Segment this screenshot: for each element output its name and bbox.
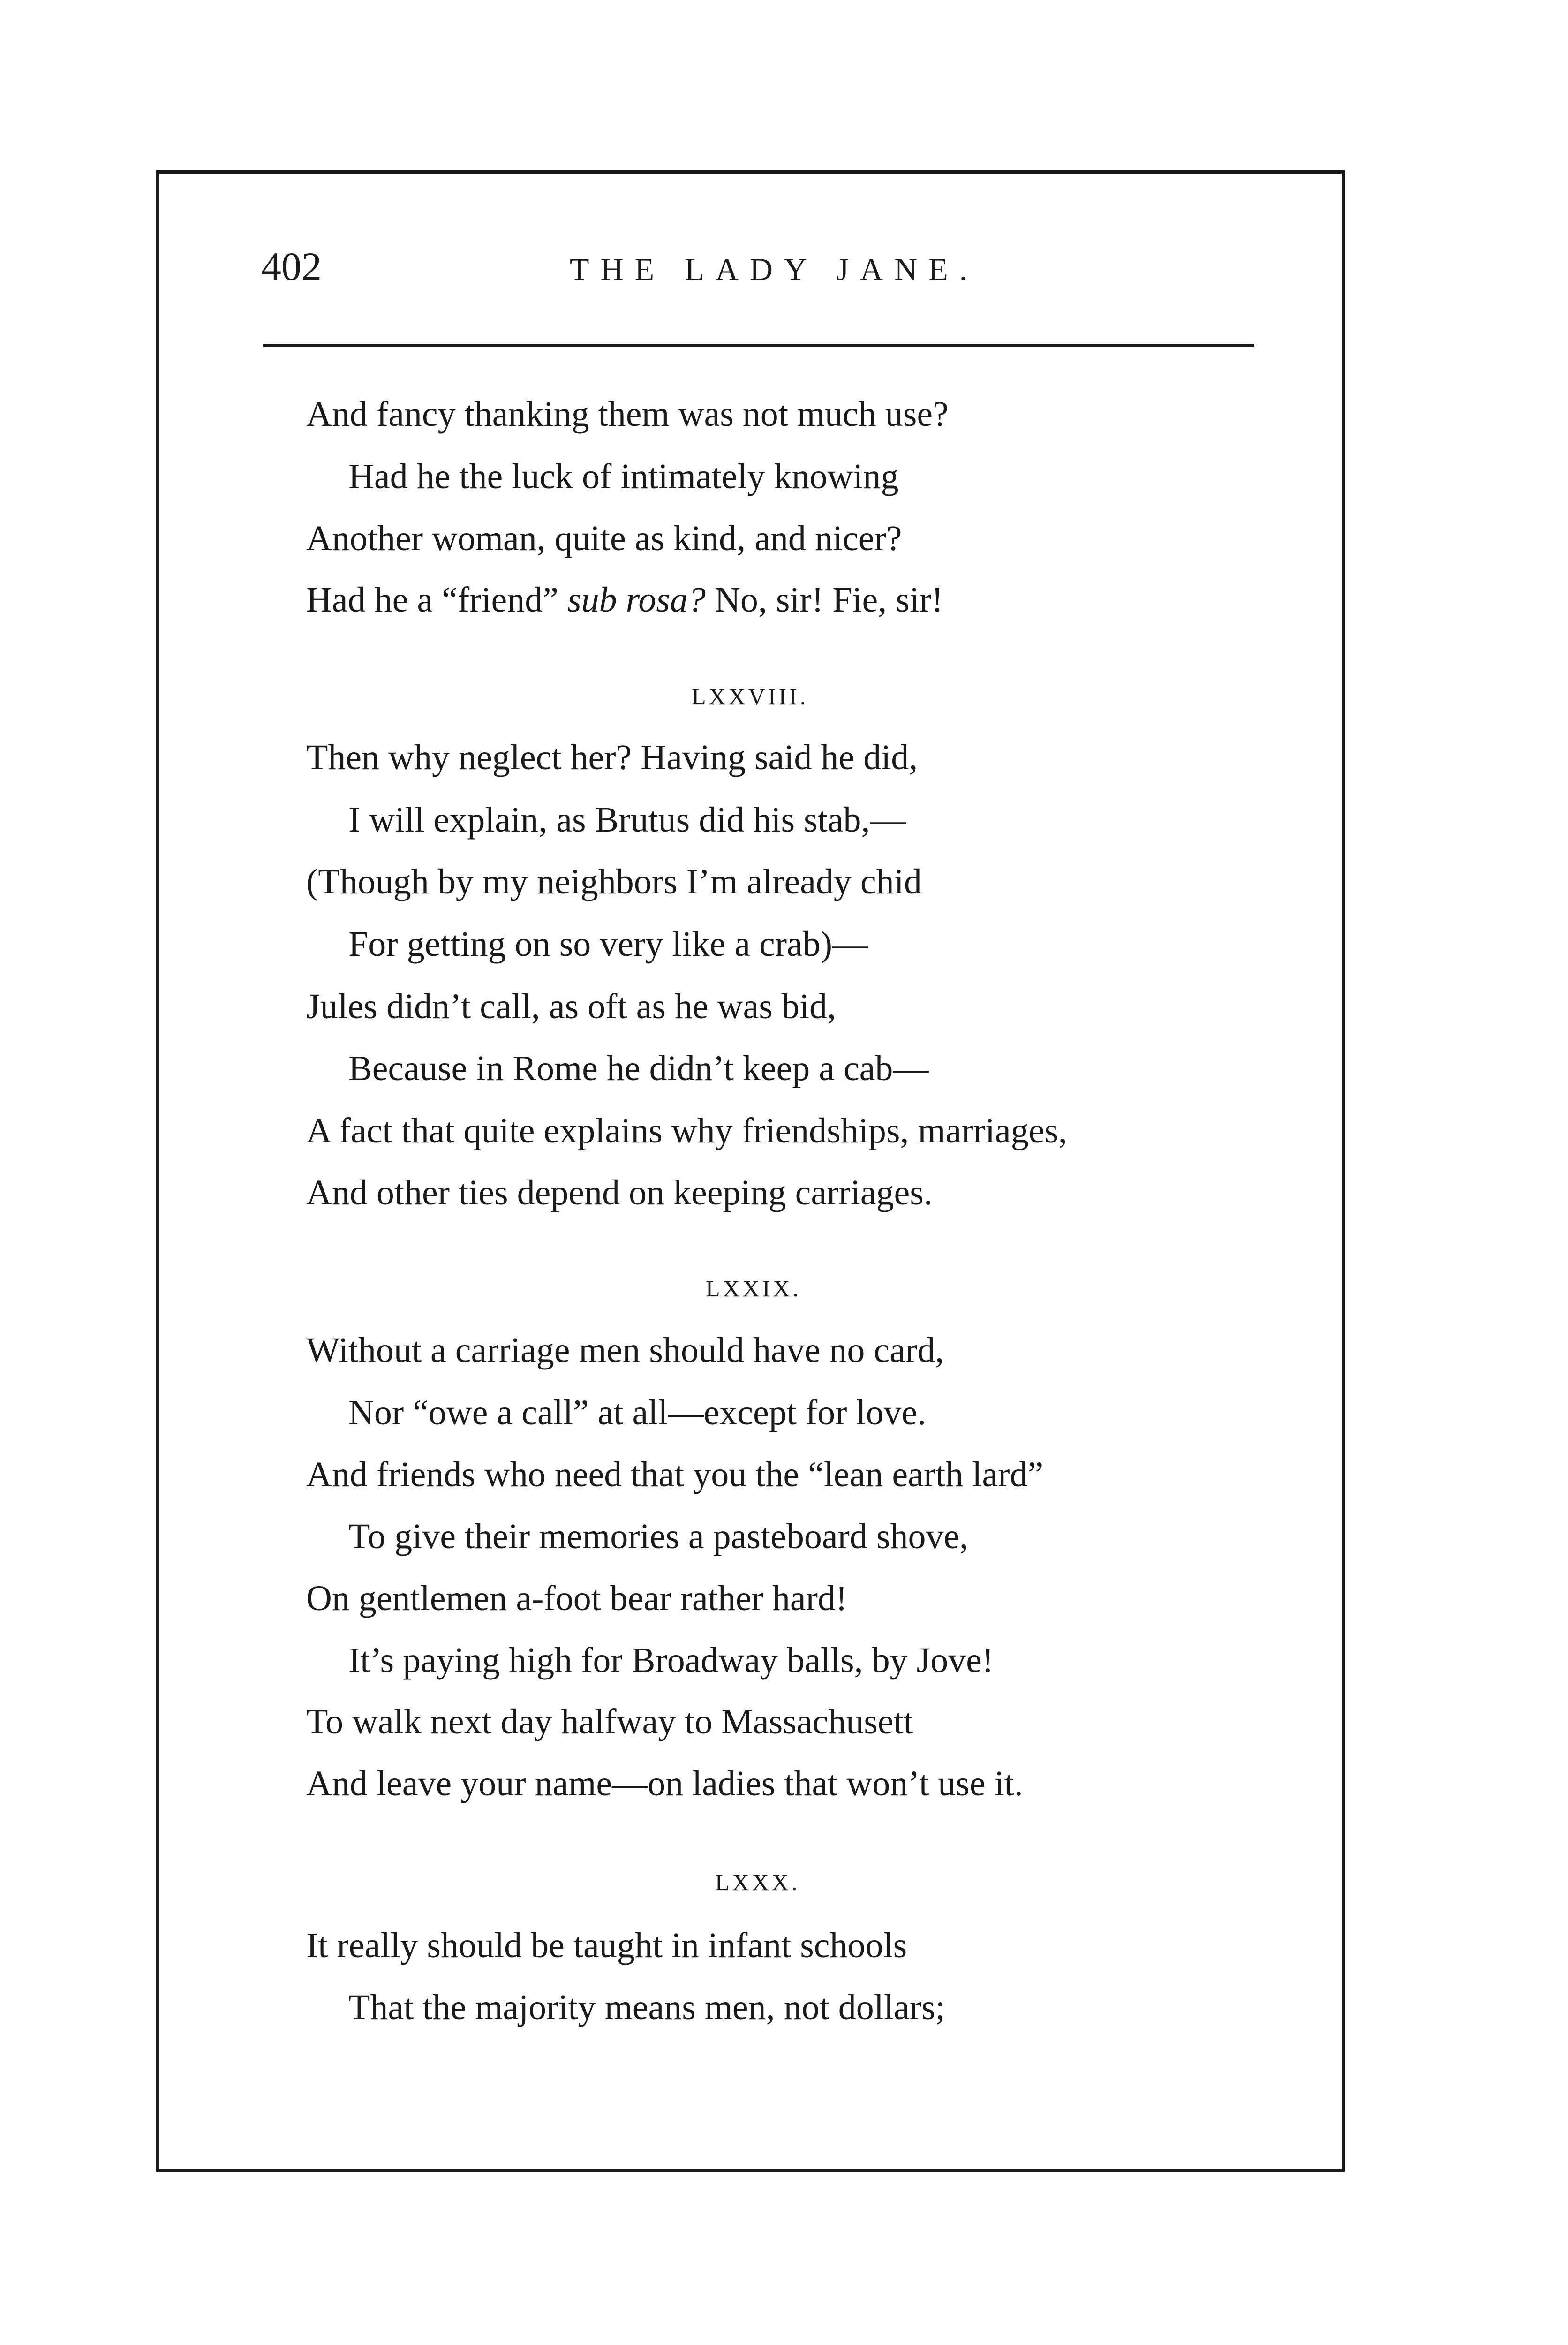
running-title: THE LADY JANE. (570, 251, 979, 287)
verse-line: (Though by my neighbors I’m already chid (306, 862, 922, 901)
verse-line: It’s paying high for Broadway balls, by Jove! (348, 1641, 994, 1680)
verse-line: And leave your name—on ladies that won’t use it. (306, 1764, 1023, 1803)
verse-text: Had he a “friend” (306, 580, 568, 620)
verse-line: Jules didn’t call, as oft as he was bid, (306, 987, 836, 1026)
verse-line: I will explain, as Brutus did his stab,— (348, 800, 906, 840)
verse-line: Then why neglect her? Having said he did, (306, 738, 918, 777)
verse-line: That the majority means men, not dollars; (348, 1988, 945, 2027)
verse-line: And fancy thanking them was not much use? (306, 394, 949, 434)
header-rule (263, 344, 1254, 347)
stanza-number: LXXIX. (706, 1275, 802, 1301)
verse-line: And other ties depend on keeping carriages. (306, 1173, 933, 1212)
page-number: 402 (261, 244, 322, 289)
verse-line: Nor “owe a call” at all—except for love. (348, 1393, 927, 1432)
verse-line: For getting on so very like a crab)— (348, 924, 868, 964)
stanza-number: LXXVIII. (692, 683, 809, 710)
italic-phrase: sub rosa? (567, 580, 706, 620)
verse-line: It really should be taught in infant schools (306, 1926, 907, 1965)
stanza-number: LXXX. (715, 1869, 800, 1895)
verse-line: Another woman, quite as kind, and nicer? (306, 519, 902, 558)
verse-line: On gentlemen a-foot bear rather hard! (306, 1579, 848, 1618)
verse-line: Had he the luck of intimately knowing (348, 457, 899, 496)
verse-line: Without a carriage men should have no card, (306, 1331, 944, 1370)
verse-line: A fact that quite explains why friendships, marriages, (306, 1111, 1068, 1150)
verse-line: Because in Rome he didn’t keep a cab— (348, 1049, 929, 1088)
verse-line: To walk next day halfway to Massachusett (306, 1702, 913, 1741)
verse-line: And friends who need that you the “lean earth lard” (306, 1455, 1044, 1494)
verse-line-with-italic (306, 582, 943, 618)
verse-line: To give their memories a pasteboard shove, (348, 1517, 969, 1556)
verse-text: No, sir! Fie, sir! (705, 580, 943, 620)
